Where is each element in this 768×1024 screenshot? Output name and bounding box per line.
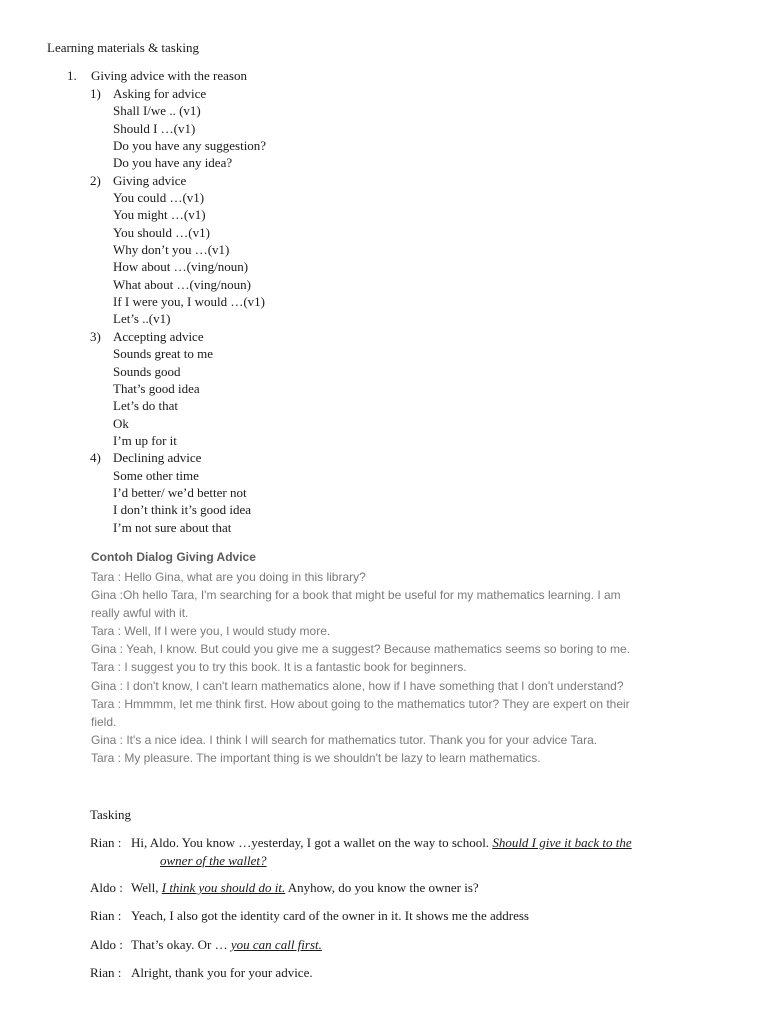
speech-pre: That’s okay. Or … [131,937,231,952]
expression-line: I’m not sure about that [113,519,232,535]
expression-line: You might …(v1) [113,207,206,223]
dialog-line: Gina :Oh hello Tara, I'm searching for a book that might be useful for my mathematics learning. I am [91,588,621,603]
expression-line: Sounds good [113,363,181,379]
dialog-line: Gina : I don't know, I can't learn mathematics alone, how if I have something that I don't understand? [91,678,624,693]
expression-line: Shall I/we .. (v1) [113,103,201,119]
group-title: Asking for advice [113,86,207,101]
group-number: 1) [90,86,101,101]
dialog-line: Tara : Hello Gina, what are you doing in this library? [91,570,366,584]
group-number: 2) [90,172,101,188]
group-title: Accepting advice [113,328,204,344]
speech-post: Anyhow, do you know the owner is? [285,880,479,895]
expression-line: You should …(v1) [113,224,210,240]
expression-group [0,449,768,536]
speech: Alright, thank you for your advice. [131,965,313,980]
expression-line: Ok [113,415,129,431]
expression-line: I’m up for it [113,432,177,448]
speaker: Aldo : [90,880,123,895]
expression-line: Some other time [113,467,199,483]
dialog-line: Tara : I suggest you to try this book. It is a fantastic book for beginners. [91,660,467,675]
speaker: Rian : [90,965,122,980]
expression-line: How about …(ving/noun) [113,259,249,275]
section-number: 1. [67,68,77,83]
expression-group [0,172,768,328]
expression-line: Do you have any idea? [113,155,233,171]
expression-line: I’d better/ we’d better not [113,484,247,500]
expression-line: If I were you, I would …(v1) [113,294,265,310]
tasking-title: Tasking [90,807,131,822]
example-dialog [91,550,711,767]
expression-line: Let’s ..(v1) [113,311,171,327]
group-lines [113,449,768,536]
group-title: Declining advice [113,450,202,466]
expression-group [0,328,768,449]
answer-text: I think you should do it. [161,880,286,895]
dialog-line: really awful with it. [91,606,189,621]
dialog-line: Gina : Yeah, I know. But could you give me a suggest? Because mathematics seems so boring to me. [91,642,630,657]
expression-line: Why don’t you …(v1) [113,242,230,258]
group-title: Giving advice [113,172,187,188]
dialog-line: Gina : It's a nice idea. I think I will search for mathematics tutor. Thank you for your advice Tara. [91,732,598,747]
page-heading: Learning materials & tasking [47,40,199,55]
dialog-title: Contoh Dialog Giving Advice [91,550,256,564]
group-lines [113,328,768,449]
expression-line: That’s good idea [113,380,200,396]
speech: Yeach, I also got the identity card of the owner in it. It shows me the address [131,908,529,923]
answer-text: you can call first. [230,937,322,952]
expression-line: You could …(v1) [113,190,205,206]
speaker: Rian : [90,835,122,850]
speech-pre: Well, [131,880,162,895]
dialog-line: field. [91,714,117,729]
expression-line: Should I …(v1) [113,120,196,136]
answer-text: Should I give it back to the [492,835,632,850]
speech-text: Hi, Aldo. You know …yesterday, I got a wallet on the way to school. [131,835,493,850]
answer-text-cont: owner of the wallet? [160,853,267,868]
group-lines [113,85,768,172]
speech [131,936,731,953]
expression-line: I don’t think it’s good idea [113,502,252,518]
speech-cont [160,852,760,869]
speaker: Aldo : [90,937,123,952]
dialog-line: Tara : Hmmmm, let me think first. How about going to the mathematics tutor? They are expert on their [91,696,630,711]
expression-line: Sounds great to me [113,346,214,362]
group-number: 3) [90,328,101,344]
expression-line: Let’s do that [113,398,178,414]
dialog-line: Tara : Well, If I were you, I would study more. [91,624,331,639]
speaker: Rian : [90,908,122,923]
expression-line: Do you have any suggestion? [113,138,267,154]
expression-groups [0,85,768,536]
group-number: 4) [90,450,101,466]
section-title: Giving advice with the reason [91,68,247,83]
expression-line: What about …(ving/noun) [113,276,251,292]
group-lines [113,172,768,328]
speech [131,879,731,896]
speech [131,834,731,851]
dialog-line: Tara : My pleasure. The important thing is we shouldn't be lazy to learn mathematics. [91,750,541,765]
expression-group [0,85,768,172]
